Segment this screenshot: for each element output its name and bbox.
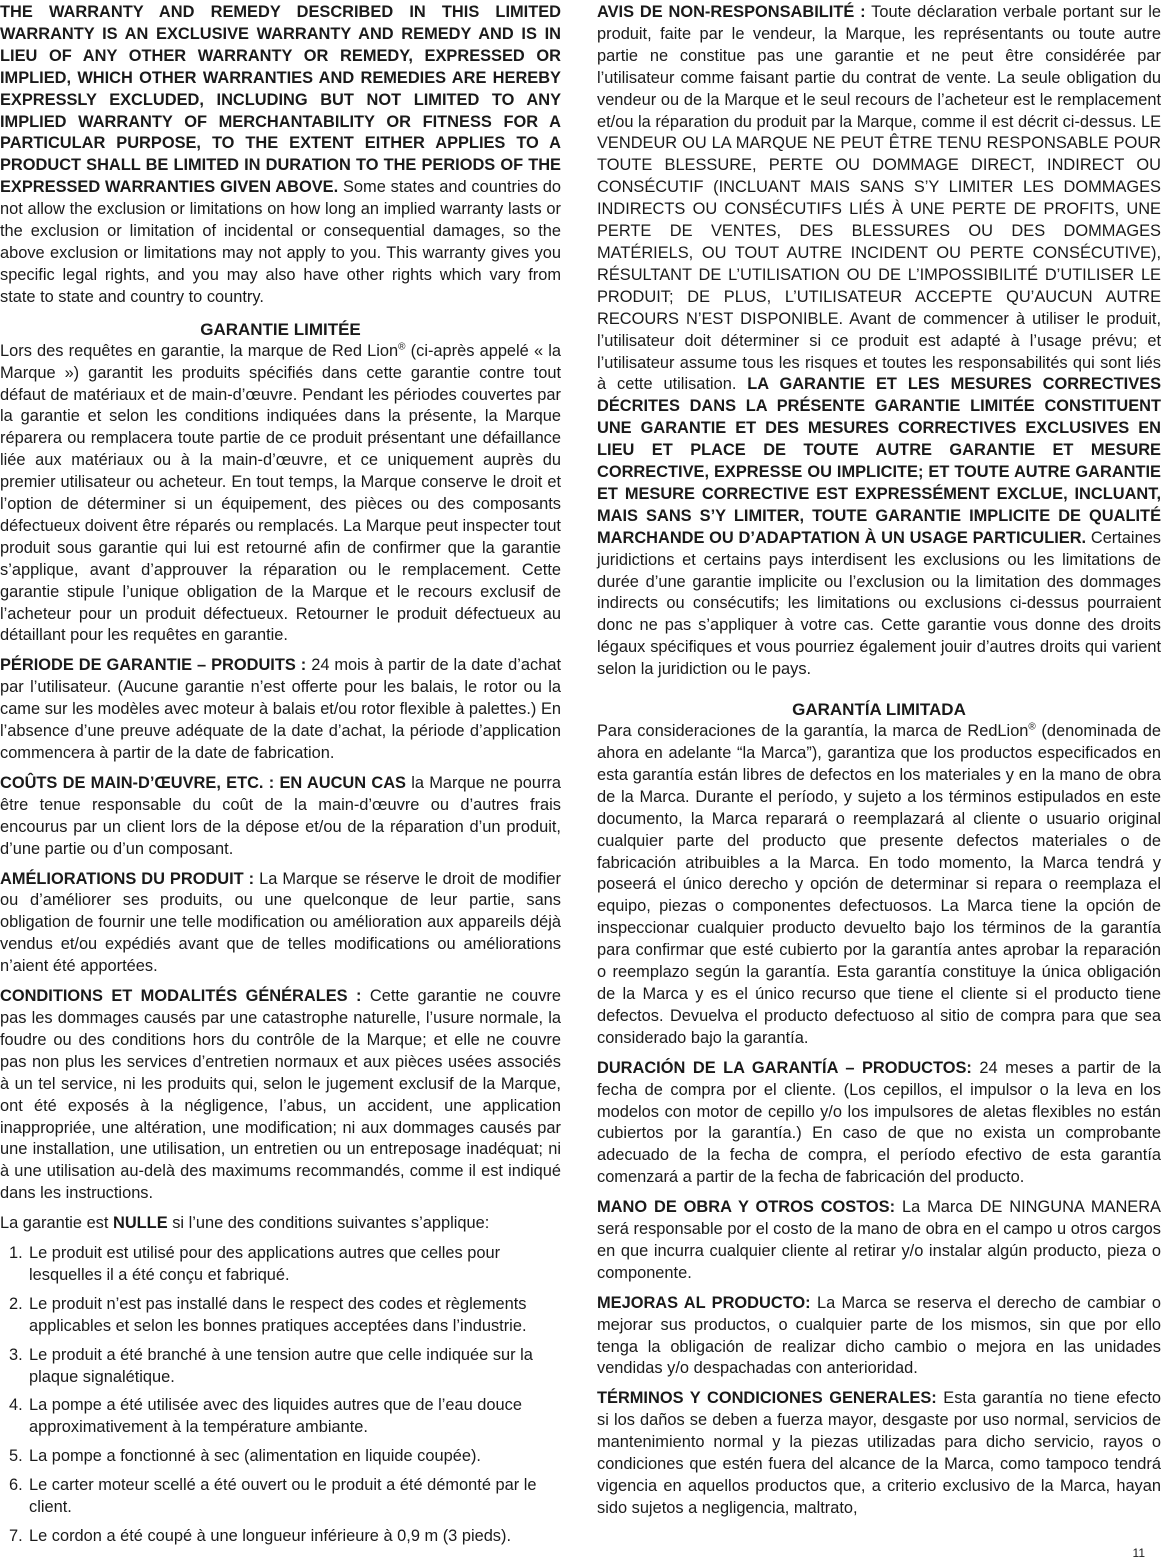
fr-ameliorations-label: AMÉLIORATIONS DU PRODUIT : <box>0 869 255 888</box>
right-column <box>597 2 1161 1528</box>
fr-avis-caps: LA GARANTIE ET LES MESURES CORRECTIVES DÉCRITES DANS LA PRÉSENTE GARANTIE LIMITÉE CONSTITUENT UNE GARANTIE ET DES MESURES CORRECTIVES EXCLUSIVES EN LIEU ET PLACE DE TOUTE AUTRE GARANTIE ET MESURE CORRECTIVE, EXPRESSE OU IMPLICITE; ET TOUTE AUTRE GARANTIE ET MESURE CORRECTIVE EST EXPRESSÉMENT EXCLUE, INCLUANT, MAIS SANS S’Y LIMITER, TOUTE GARANTIE IMPLICITE DE QUALITÉ MARCHANDE OU D’ADAPTATION À UN USAGE PARTICULIER. <box>597 375 1161 547</box>
es-mejoras-label: MEJORAS AL PRODUCTO: <box>597 1293 811 1312</box>
es-duracion-paragraph: DURACIÓN DE LA GARANTÍA – PRODUCTOS: 24 meses a partir de la fecha de compra por el cliente. (Los cepillos, el impulsor o la leva en los modelos con motor de cepillo y/o los impulsores de aletas flexibles no están cubiertos por la garantía.) En caso de que no exista un comprobante adecuado de la fecha de compra, el período efectivo de esta garantía comenzará a partir de la fecha de fabricación del producto. <box>597 1058 1161 1187</box>
fr-conditions-paragraph: CONDITIONS ET MODALITÉS GÉNÉRALES : Cette garantie ne couvre pas les dommages causés par une catastrophe naturelle, l’usure normale, la foudre ou des conditions hors du contrôle de la Marque; et elle ne couvre pas non plus les services d’entretien normaux et aux pièces usées associés à un tel service, ni les produits qui, selon le jugement exclusif de la Marque, ont été exposés à la négligence, l’abus, un accident, une application inappropriée, une altération, une modification; ni aux dommages causés par une installation, une utilisation, un entretien ou un entreposage inadéquat; ni à une utilisation au-delà des maximums recommandés, comme il est indiqué dans les instructions. <box>0 987 561 1203</box>
fr-avis-paragraph: AVIS DE NON-RESPONSABILITÉ : Toute déclaration verbale portant sur le produit, faite par le vendeur, la Marque, les représentants ou toute autre partie ne constitue pas une garantie et ne peut être considérée par l’utilisateur comme faisant partie du contrat de vente. La seule obligation du vendeur ou de la Marque et le seul recours de l’acheteur est le remplacement et/ou la réparation du produit par la Marque, comme il est décrit ci-dessus. LE VENDEUR OU LA MARQUE NE PEUT ÊTRE TENU RESPONSABLE POUR TOUTE BLESSURE, PERTE OU DOMMAGE DIRECT, INDIRECT OU CONSÉCUTIF (INCLUANT MAIS SANS S’Y LIMITER LES DOMMAGES INDIRECTS OU CONSÉCUTIFS LIÉS À UNE PERTE DE PROFITS, UNE PERTE DE VENTES, DES BLESSURES OU DES DOMMAGES MATÉRIELS, OU TOUT AUTRE INCIDENT OU PERTE CONSÉCUTIVE), RÉSULTANT DE L’UTILISATION OU DE L’IMPOSSIBILITÉ D’UTILISER LE PRODUIT; DE PLUS, L’UTILISATEUR ACCEPTE QU’AUCUN AUTRE RECOURS N’EST DISPONIBLE. Avant de commencer à utiliser le produit, l’utilisateur doit déterminer si ce produit est adapté à l’usage prévu; et l’utilisateur assume tous les risques et toutes les responsabilités qui sont liés à cette utilisation. LA GARANTIE ET LES MESURES CORRECTIVES DÉCRITES DANS LA PRÉSENTE GARANTIE LIMITÉE CONSTITUENT UNE GARANTIE ET DES MESURES CORRECTIVES EXCLUSIVES EN LIEU ET PLACE DE TOUTE AUTRE GARANTIE ET MESURE CORRECTIVE, EXPRESSE OU IMPLICITE; ET TOUTE AUTRE GARANTIE ET MESURE CORRECTIVE EST EXPRESSÉMENT EXCLUE, INCLUANT, MAIS SANS S’Y LIMITER, TOUTE GARANTIE IMPLICITE DE QUALITÉ MARCHANDE OU D’ADAPTATION À UN USAGE PARTICULIER. Certaines juridictions et certains pays interdisent les exclusions ou les limitations de durée d’une garantie implicite ou l’exclusion ou la limitation des dommages indirects ou consécutifs; les limitations ou exclusions ci-dessus pourraient donc ne pas s’appliquer à votre cas. Cette garantie vous donne des droits légaux spécifiques et vous pourriez également jouir d’autres droits qui varient selon la juridiction ou le pays. <box>597 3 1162 679</box>
warranty-disclaimer-caps: THE WARRANTY AND REMEDY DESCRIBED IN THIS LIMITED WARRANTY IS AN EXCLUSIVE WARRANTY AND REMEDY AND IS IN LIEU OF ANY OTHER WARRANTY OR REMEDY, EXPRESSED OR IMPLIED, WHICH OTHER WARRANTIES AND REMEDIES ARE HEREBY EXPRESSLY EXCLUDED, INCLUDING BUT NOT LIMITED TO ANY IMPLIED WARRANTY OF MERCHANTABILITY OR FITNESS FOR A PARTICULAR PURPOSE, TO THE EXTENT EITHER APPLIES TO A PRODUCT SHALL BE LIMITED IN DURATION TO THE PERIODS OF THE EXPRESSED WARRANTIES GIVEN ABOVE. <box>0 3 561 197</box>
list-item: 2. Le produit n’est pas installé dans le respect des codes et règlements applicables et selon les bonnes pratiques acceptées dans l’industrie. <box>9 1294 527 1335</box>
es-mejoras-paragraph: MEJORAS AL PRODUCTO: La Marca se reserva el derecho de cambiar o mejorar sus productos, o cualquier parte de los mismos, sin que por ello tenga la obligación de realizar dicho cambio o mejora en las unidades vendidas y/o despachadas con anterioridad. <box>597 1293 1161 1378</box>
es-duracion-label: DURACIÓN DE LA GARANTÍA – PRODUCTOS: <box>597 1058 972 1077</box>
warranty-disclaimer-text: Some states and countries do not allow the exclusion or limitations on how long an implied warranty lasts or the exclusion or limitation of incidental or consequential damages, so the above exclusion or limitations may not apply to you. This warranty gives you specific legal rights, and you may also have other rights which vary from state to state and country to country. <box>0 178 561 306</box>
left-column <box>0 2 561 1555</box>
fr-nulle-paragraph: La garantie est NULLE si l’une des conditions suivantes s’applique: <box>0 1214 490 1233</box>
fr-section-heading: GARANTIE LIMITÉE <box>200 319 361 339</box>
list-item: 6. Le carter moteur scellé a été ouvert ou le produit a été démonté par le client. <box>9 1476 537 1517</box>
es-intro-paragraph: Para consideraciones de la garantía, la marca de RedLion® (denominada de ahora en adelante “la Marca”), garantiza que los productos especificados en esta garantía están libres de defectos en los materiales y en la mano de obra de la Marca. Durante el período, y sujeto a los términos estipulados en este documento, la Marca reparará o reemplazará al cliente o usuario original cualquier parte del producto que presente defectos materiales o de fabricación atribuibles a la Marca. En todo momento, la Marca tendrá y poseerá el único derecho y opción de determinar si repara o reemplaza el equipo, piezas o componentes defectuosos. La Marca tiene la opción de inspeccionar cualquier producto devuelto bajo los términos de la garantía para confirmar que esté cubierto por la garantía antes aprobar la reparación o reemplazo según la garantía. Esta garantía constituye la única obligación de la Marca y es el único recurso que tiene el cliente si el producto tiene defectos. Devuelva el producto defectuoso al sitio de compra para que sea considerado bajo la garantía. <box>597 721 1161 1047</box>
list-item: 5. La pompe a fonctionné à sec (alimentation en liquide coupée). <box>9 1447 481 1466</box>
fr-periode-paragraph: PÉRIODE DE GARANTIE – PRODUITS : 24 mois à partir de la date d’achat par l’utilisateur. (Aucune garantie n’est offerte pour les balais, le rotor ou la came sur les modèles avec moteur à balais et/ou rotor flexible à palettes.) En l’absence d’une preuve adéquate de la date d’achat, la période d’application commencera à partir de la date de fabrication. <box>0 656 561 762</box>
fr-periode-label: PÉRIODE DE GARANTIE – PRODUITS : <box>0 656 307 675</box>
es-terminos-paragraph: TÉRMINOS Y CONDICIONES GENERALES: Esta garantía no tiene efecto si los daños se deben a fuerza mayor, desgaste por uso normal, servicios de mantenimiento normal y la piezas utilizadas para dicho servicio, rayos o condiciones que estén fuera del alcance de la Marca, como tampoco tendrá vigencia en aquellos productos que, a criterio exclusivo de la Marca, hayan sido sujetos a negligencia, maltrato, <box>597 1389 1161 1517</box>
fr-couts-paragraph: COÛTS DE MAIN-D’ŒUVRE, ETC. : EN AUCUN CAS la Marque ne pourra être tenue responsable du coût de la main-d’œuvre ou d’autres frais encourus par un client lors de la dépose et/ou de la réparation d’un produit, d’une partie ou d’un composant. <box>0 773 561 858</box>
es-mano-paragraph: MANO DE OBRA Y OTROS COSTOS: La Marca DE NINGUNA MANERA será responsable por el costo de la mano de obra en el campo u otros cargos en que incurra cualquier cliente al retirar y/o instalar algún producto, pieza o componente. <box>597 1198 1161 1282</box>
fr-avis-label: AVIS DE NON-RESPONSABILITÉ : <box>597 3 866 21</box>
fr-intro-paragraph: Lors des requêtes en garantie, la marque de Red Lion® (ci-après appelé « la Marque ») garantit les produits spécifiés dans cette garantie contre tout défaut de matériaux et de main-d’œuvre. Pendant les périodes couvertes par la garantie et selon les conditions indiquées dans la présente, la Marque réparera ou remplacera toute partie de ce produit présentant une défaillance liée aux matériaux ou à la main-d’œuvre, et ce uniquement auprès du premier utilisateur ou acheteur. En tout temps, la Marque conserve le droit et l’option de déterminer si un équipement, des pièces ou des composants défectueux doivent être réparés ou remplacés. La Marque peut inspecter tout produit sous garantie qui lui est retourné afin de confirmer que la garantie s’applique, avant d’approuver la réparation ou le remplacement. Cette garantie stipule l’unique obligation de la Marque et le recours exclusif de l’acheteur pour un produit défectueux. Retourner le produit défectueux au détaillant pour les requêtes en garantie. <box>0 341 561 645</box>
list-item: 4. La pompe a été utilisée avec des liquides autres que de l’eau douce approximativement à la température ambiante. <box>9 1396 522 1437</box>
es-section-heading: GARANTÍA LIMITADA <box>792 700 966 720</box>
fr-conditions-label: CONDITIONS ET MODALITÉS GÉNÉRALES : <box>0 987 362 1006</box>
warranty-disclaimer-paragraph <box>0 2 561 309</box>
fr-couts-label: COÛTS DE MAIN-D’ŒUVRE, ETC. : EN AUCUN CAS <box>0 773 406 792</box>
es-mano-label: MANO DE OBRA Y OTROS COSTOS: <box>597 1198 896 1217</box>
registered-mark: ® <box>1028 721 1036 733</box>
list-item: 1. Le produit est utilisé pour des applications autres que celles pour lesquelles il a été conçu et fabriqué. <box>9 1244 501 1284</box>
fr-void-conditions-list <box>0 1243 561 1548</box>
list-item: 7. Le cordon a été coupé à une longueur inférieure à 0,9 m (3 pieds). <box>9 1527 512 1545</box>
fr-ameliorations-paragraph: AMÉLIORATIONS DU PRODUIT : La Marque se réserve le droit de modifier ou d’améliorer ses produits, ou une quelconque de leur partie, sans obligation de fournir une telle modification ou amélioration aux appareils déjà vendus et/ou expédiés avant que de telles modifications ou améliorations n’aient été apportées. <box>0 869 561 976</box>
page-number: 11 <box>1132 1546 1145 1560</box>
list-item: 3. Le produit a été branché à une tension autre que celle indiquée sur la plaque signalétique. <box>9 1345 533 1386</box>
registered-mark: ® <box>398 341 406 353</box>
es-terminos-label: TÉRMINOS Y CONDICIONES GENERALES: <box>597 1389 937 1408</box>
